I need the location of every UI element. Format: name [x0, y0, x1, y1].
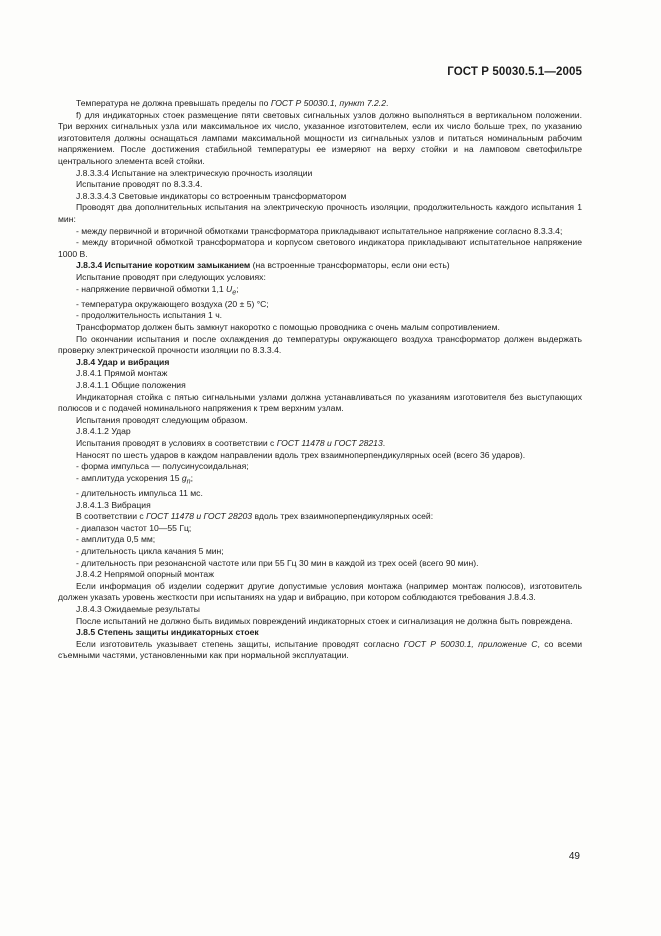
list-item: [58, 473, 582, 488]
reference: ГОСТ Р 50030.1, пункт 7.2.2: [270, 98, 386, 108]
paragraph: По окончании испытания и после охлаждения до температуры окружающего воздуха трансформатор должен выдержать проверку электрической прочности изоляции по 8.3.3.4.: [58, 333, 582, 356]
text: (на встроенные трансформаторы, если они есть): [250, 260, 450, 271]
reference: ГОСТ 28203: [203, 511, 253, 522]
text: Температура не должна превышать пределы по: [76, 98, 271, 108]
section-heading: J.8.4.1.3 Вибрация: [76, 499, 151, 510]
paragraph: Трансформатор должен быть замкнут накоротко с помощью проводника с очень малым сопротивлением.: [76, 322, 500, 332]
paragraph: После испытаний не должно быть видимых повреждений индикаторных стоек и сигнализация не должна быть повреждена.: [76, 615, 573, 626]
paragraph: [58, 98, 582, 110]
list-item: - между первичной и вторичной обмотками трансформатора прикладывают испытательное напряжение согласно 8.3.3.4;: [76, 225, 563, 236]
subscript: e: [232, 288, 237, 297]
symbol: U: [226, 283, 233, 294]
section-heading: J.8.4.3 Ожидаемые результаты: [76, 603, 200, 614]
text: .: [385, 98, 389, 108]
list-item: - между вторичной обмоткой трансформатора и корпусом светового индикатора прикладывают испытательное напряжение 1000 В.: [58, 237, 582, 259]
section-heading: J.8.3.3.4 Испытание на электрическую прочность изоляции: [76, 167, 313, 178]
list-item: - длительность цикла качания 5 мин;: [76, 546, 224, 556]
section-heading: J.8.3.3.4.3 Световые индикаторы со встроенным трансформатором: [76, 190, 347, 201]
text: .: [382, 437, 386, 448]
text: ;: [236, 283, 239, 294]
list-item: - продолжительность испытания 1 ч.: [76, 310, 223, 321]
text: и: [324, 437, 335, 448]
text: ;: [190, 472, 194, 483]
list-item: - амплитуда 0,5 мм;: [76, 534, 156, 545]
document-body: [58, 98, 582, 662]
text: - напряжение первичной обмотки 1,1: [76, 283, 227, 294]
text: - амплитуда ускорения 15: [76, 472, 182, 483]
list-item: - температура окружающего воздуха (20 ± 5) °С;: [76, 298, 269, 309]
text: , со всеми съемными частями, установленными как при нормальной эксплуатации.: [58, 638, 583, 661]
paragraph: Проводят два дополнительных испытания на электрическую прочность изоляции, продолжительность каждого испытания 1 мин:: [58, 202, 582, 224]
section-heading: J.8.4.2 Непрямой опорный монтаж: [76, 569, 214, 580]
section-heading: J.8.4.1.1 Общие положения: [76, 379, 186, 390]
paragraph: Испытание проводят по 8.3.3.4.: [76, 179, 203, 190]
section-heading: J.8.4.1 Прямой монтаж: [76, 368, 168, 379]
heading-title: J.8.3.4 Испытание коротким замыканием: [76, 260, 251, 271]
paragraph: [58, 639, 582, 662]
reference: ГОСТ 28213: [334, 437, 383, 448]
paragraph: Если информация об изделии содержит другие допустимые условия монтажа (например монтаж полюсов), изготовитель должен указать уровень жесткости при испытаниях на удар и вибрацию, при котором соблюдаются требования J.8.4.3.: [58, 580, 582, 603]
paragraph: [58, 438, 582, 450]
section-heading: J.8.5 Степень защиты индикаторных стоек: [76, 627, 259, 638]
text: Испытания проводят в условиях в соответствии с: [76, 437, 277, 448]
text: В соответствии с: [76, 511, 147, 522]
symbol: g: [181, 472, 187, 483]
section-heading: [58, 260, 582, 272]
page-number: 49: [568, 851, 580, 862]
section-heading: J.8.4 Удар и вибрация: [76, 356, 170, 367]
standard-header: ГОСТ Р 50030.5.1—2005: [447, 66, 582, 78]
list-item: - форма импульса — полусинусоидальная;: [76, 461, 249, 472]
paragraph: Испытания проводят следующим образом.: [76, 414, 248, 425]
reference: ГОСТ Р 50030.1, приложение С: [403, 638, 538, 649]
list-item: - диапазон частот 10—55 Гц;: [76, 522, 192, 533]
paragraph: Наносят по шесть ударов в каждом направлении вдоль трех взаимноперпендикулярных осей (всего 36 ударов).: [76, 449, 526, 460]
paragraph: Испытание проводят при следующих условиях:: [76, 271, 266, 282]
section-heading: J.8.4.1.2 Удар: [76, 426, 131, 437]
reference: ГОСТ 11478: [146, 511, 194, 522]
text: Если изготовитель указывает степень защиты, испытание проводят согласно: [76, 638, 404, 649]
paragraph: Индикаторная стойка с пятью сигнальными узлами должна устанавливаться по указаниям изготовителя без выступающих полюсов и с подачей номинального напряжения к трем верхним узлам.: [58, 391, 582, 414]
text: и: [193, 511, 204, 522]
list-item: - длительность импульса 11 мс.: [76, 488, 203, 499]
subscript: n: [186, 477, 191, 486]
list-item: - длительность при резонансной частоте или при 55 Гц 30 мин в каждой из трех осей (всего 90 мин).: [76, 557, 479, 568]
text: вдоль трех взаимноперпендикулярных осей:: [252, 511, 434, 522]
paragraph: [58, 511, 582, 523]
reference: ГОСТ 11478: [276, 437, 325, 448]
paragraph: f) для индикаторных стоек размещение пяти световых сигнальных узлов должно выполняться в вертикальном положении. Три верхних сигнальных узла или максимальное их число, указанное изготовителем, если их число больше трех, по указанию изготовителя должны оснащаться лампами максимальной мощности из сигнальных узлов и питаться номинальным рабочим напряжением. После достижения стабильной температуры ее измеряют на верху стойки и на ламповом светофильтре центрального элемента всей стойки.: [58, 109, 582, 166]
list-item: [58, 284, 582, 299]
